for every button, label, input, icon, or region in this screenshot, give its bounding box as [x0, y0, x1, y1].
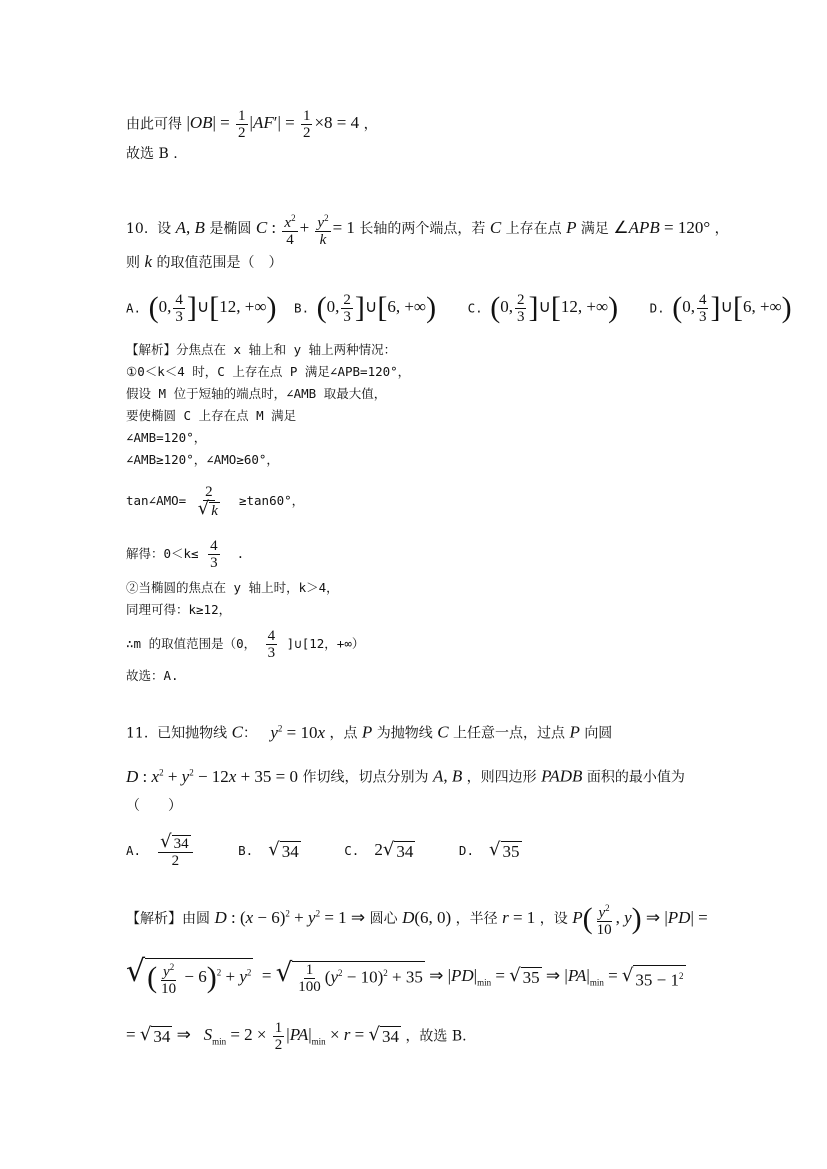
math-p2: P — [361, 722, 373, 742]
sol10-line-8 — [126, 538, 244, 571]
frac-4-3: $\frac{4}{3}$ — [210, 538, 218, 571]
q10-option-a-label: A. — [126, 300, 142, 316]
q11-line-3: （ ） — [126, 798, 182, 814]
math-center: D(6, 0) — [402, 907, 452, 927]
q10-stem-e: 满足 — [580, 220, 609, 237]
sol11-l1-b: 圆心 — [369, 910, 398, 927]
math-radius: r = 1 — [502, 907, 536, 927]
math-pd-expr: √( $\frac{y^2}{10}$ − $6)^2 + y^2$ = √ $\frac{1}{100}$ $(y^2 - 10)^2 + 35$ ⇒ $|PD|_{min}$ = √ 35 ⇒ $|PA|_{min}$ = √ $35 - 1^2$ — [126, 954, 684, 997]
sol10-line-3: 假设 M 位于短轴的端点时，∠AMB 取最大值， — [126, 386, 387, 401]
q11-option-b-label: B. — [238, 843, 254, 859]
sol10-l7-b: ≥tan60°， — [238, 493, 305, 509]
sol11-l1-a: 【解析】由圆 — [126, 910, 210, 927]
sol10-l11-b: ]∪[12，+∞） — [286, 636, 365, 651]
sol10-line-10: 同理可得：k≥12， — [126, 602, 232, 617]
sol10-l8-b: . — [236, 546, 245, 561]
sol11-l1-c: ，半径 — [455, 910, 498, 927]
q10-option-d-label: D. — [649, 300, 665, 316]
sol10-line-5: ∠AMB=120°， — [126, 430, 207, 445]
q10-option-d: D. (0, $\frac{4}{3}$ ]∪[6, +∞) — [649, 291, 792, 325]
math-circle-std: D : $(x - 6)^2 + y^2 = 1$ ⇒ — [214, 907, 366, 927]
q11-option-c: C. 2√ 34 — [344, 839, 414, 861]
q11-stem-d: 上任意一点，过点 — [453, 725, 566, 742]
q10-option-b: B. (0, $\frac{2}{3}$ ]∪[6, +∞) — [294, 291, 437, 325]
q11-option-a-label: A. — [126, 843, 142, 859]
q11-stem-c: 为抛物线 — [376, 725, 433, 742]
q11-number: 11. — [126, 725, 149, 742]
q11-line2-a: 作切线，切点分别为 — [302, 769, 429, 786]
sol10-line-4: 要使椭圆 C 上存在点 M 满足 — [126, 408, 297, 423]
q10-line2-b: 的取值范围是（ ） — [156, 255, 283, 271]
math-p3: P — [569, 722, 580, 742]
sol11-l1-d: ，设 — [539, 910, 568, 927]
q11-stem-e: 向圆 — [584, 725, 613, 742]
math-padb: PADB — [541, 766, 583, 786]
q11-options — [126, 831, 532, 870]
prev-line-1-prefix: 由此可得 — [126, 116, 182, 133]
q11-line-2 — [126, 762, 685, 788]
sol10-l11-a: ∴m 的取值范围是（0， — [126, 636, 257, 651]
math-circle: D : $x^2 + y^2 - 12x + 35 = 0$ — [126, 766, 299, 786]
sol10-line-2: ①0＜k＜4 时，C 上存在点 P 满足∠APB=120°， — [126, 364, 411, 379]
math-p: P — [566, 217, 577, 237]
math-smin: = √ 34 ⇒ $S_{min} = 2$ × $\frac{1}{2}$ $|PA|_{min} \times r$ = √ 34 — [126, 1020, 399, 1053]
sol10-l8-a: 解得：0＜k≤ — [126, 546, 199, 561]
math-angle: ∠APB = 120° — [613, 217, 711, 237]
q10-stem — [126, 210, 729, 248]
q11-stem-a: 已知抛物线 — [157, 725, 228, 742]
q11-line2-b: ，则四边形 — [466, 769, 537, 786]
formula-ob: |OB| = $\frac{1}{2}$ |AF′| = $\frac{1}{2}$ ×8 = 4 — [186, 108, 360, 141]
frac-4-3-b: $\frac{4}{3}$ — [267, 628, 276, 661]
q10-stem-d: 上存在点 — [505, 220, 562, 237]
math-ab: A, B — [175, 217, 205, 237]
q11-option-b: B. √ 34 — [238, 839, 299, 861]
q11-stem: 11. 已知抛物线 C： $y^2 = 10x$ ，点 P 为抛物线 C 上任意一点，过点 P 向圆 — [126, 722, 613, 742]
sol11-line-2 — [126, 954, 686, 997]
math-point-p: P( $\frac{y^2}{10}$ , y) ⇒ |PD| = — [572, 902, 708, 938]
math-k: k — [144, 252, 152, 271]
q10-options — [126, 292, 802, 325]
sol10-line-1: 【解析】分焦点在 x 轴上和 y 轴上两种情况： — [126, 342, 397, 357]
prev-line-1 — [126, 108, 378, 141]
q10-option-b-label: B. — [294, 300, 310, 316]
q10-option-c: C. (0, $\frac{2}{3}$ ]∪[12, +∞) — [467, 291, 619, 325]
sol10-line-12: 故选：A. — [126, 668, 179, 683]
sol11-l3-tail: ，故选 B. — [405, 1028, 467, 1045]
q10-option-c-label: C. — [467, 300, 483, 316]
q10-line2-a: 则 — [126, 255, 140, 271]
q10-option-a: A. (0, $\frac{4}{3}$ ]∪[12, +∞) — [126, 291, 277, 325]
q11-option-c-label: C. — [344, 843, 360, 859]
math-c: C — [489, 217, 502, 237]
q11-line2-c: 面积的最小值为 — [586, 769, 685, 786]
q10-stem-b: 是椭圆 — [209, 220, 252, 237]
sol11-line-3 — [126, 1020, 467, 1053]
q11-option-d: D. √ 35 — [458, 839, 520, 861]
q11-stem-b: ，点 — [329, 725, 358, 742]
q10-number: 10. — [126, 220, 149, 237]
math-ab2: A, B — [432, 766, 463, 786]
q10-line-2 — [126, 252, 282, 273]
q10-stem-f: ， — [714, 220, 729, 237]
sol10-line-9: ②当椭圆的焦点在 y 轴上时，k＞4， — [126, 580, 339, 595]
q11-option-a: A. $\frac{√ 34}{2}$ — [126, 834, 195, 869]
math-c2: C — [231, 722, 243, 742]
math-c3: C — [437, 722, 449, 742]
sol11-line-1 — [126, 900, 708, 938]
sol10-line-11 — [126, 628, 364, 661]
q10-stem-c: 长轴的两个端点，若 — [359, 220, 486, 237]
frac-2-sqrt-k: $\frac{2}{√ k}$ — [197, 484, 218, 520]
prev-line-1-tail: ， — [363, 116, 378, 133]
sol10-l7-a: tan∠AMO= — [126, 493, 187, 509]
q11-option-d-label: D. — [458, 843, 474, 859]
q10-stem-a: 设 — [157, 220, 172, 237]
math-parabola: $y^2 = 10x$ — [270, 722, 326, 742]
sol10-line-7 — [126, 484, 304, 519]
sol10-line-6: ∠AMB≥120°，∠AMO≥60°， — [126, 452, 279, 467]
math-ellipse: C : $\frac{x^2}{4}$ + $\frac{y^2}{k}$ = 1 — [256, 218, 355, 237]
prev-line-2: 故选 B . — [126, 146, 178, 162]
